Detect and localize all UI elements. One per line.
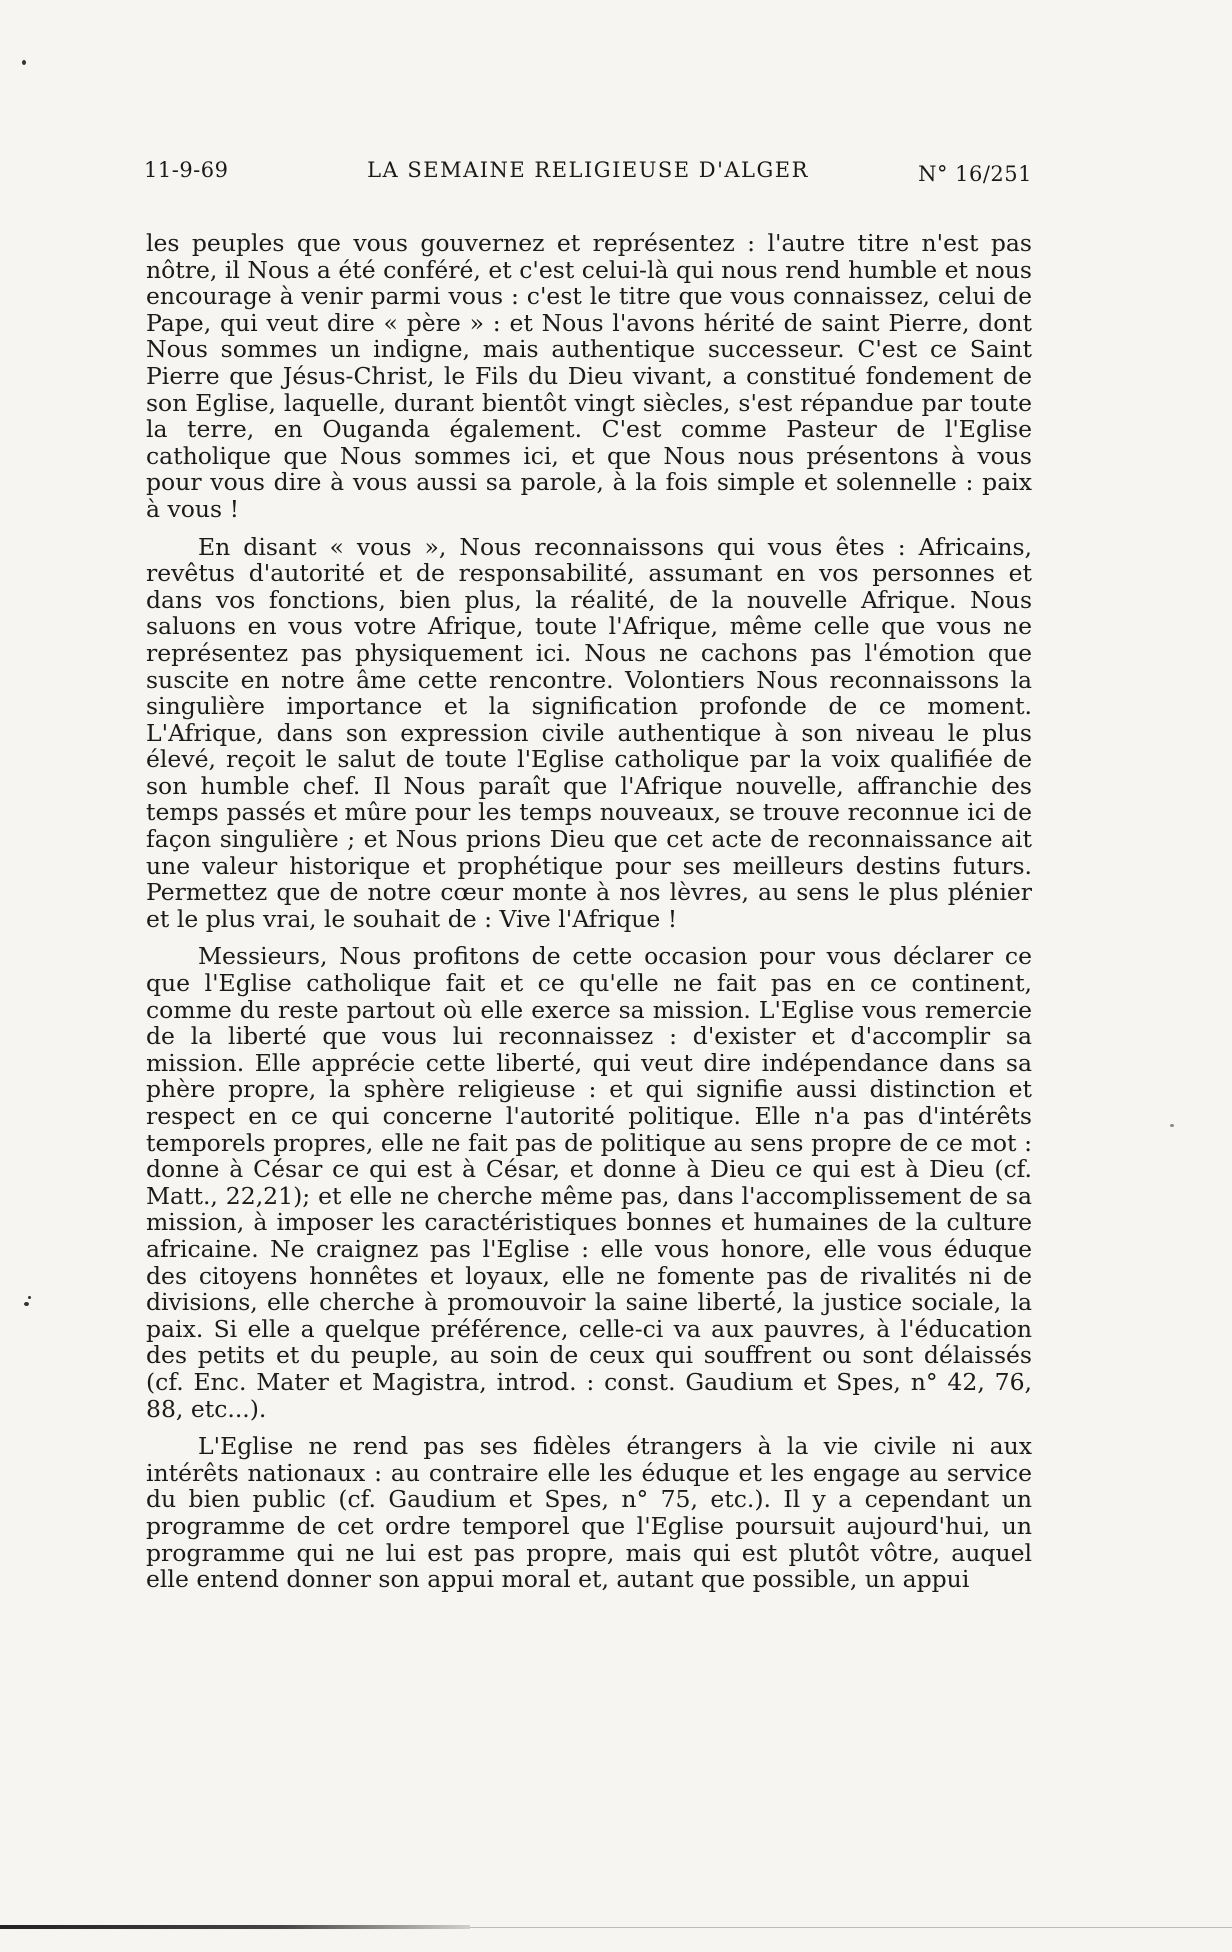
article-body [146, 230, 1032, 1593]
running-header [144, 152, 1032, 188]
speck-left-margin-2 [28, 1296, 31, 1299]
paragraph-4: L'Eglise ne rend pas ses fidèles étrangers à la vie civile ni aux intérêts nationaux : au contraire elle les éduque et les engage au service du bien public (cf. Gaudium et Spes, n° 75, etc.). Il y a cependant un programme de cet ordre temporel que l'Eglise poursuit aujourd'hui, un programme qui ne lui est pas propre, mais qui est plutôt vôtre, auquel elle entend donner son appui moral et, autant que possible, un appui [146, 1432, 1032, 1594]
speck-top-left [22, 60, 26, 65]
paragraph-2: En disant « vous », Nous reconnaissons qui vous êtes : Africains, revêtus d'autorité et de responsabilité, assumant en vos personnes et dans vos fonctions, bien plus, la réalité, de la nouvelle Afrique. Nous saluons en vous votre Afrique, toute l'Afrique, même celle que vous ne représentez pas physiquement ici. Nous ne cachons pas l'émotion que suscite en notre âme cette rencontre. Volontiers Nous reconnaissons la singulière importance et la signification profonde de ce moment. L'Afrique, dans son expression civile authentique à son niveau le plus élevé, reçoit le salut de toute l'Eglise catholique par la voix qualifiée de son humble chef. Il Nous paraît que l'Afrique nouvelle, affranchie des temps passés et mûre pour les temps nouveaux, se trouve reconnue ici de façon singulière ; et Nous prions Dieu que cet acte de reconnaissance ait une valeur historique et prophétique pour ses meilleurs destins futurs. Permettez que de notre cœur monte à nos lèvres, au sens le plus plénier et le plus vrai, le souhait de : Vive l'Afrique ! [146, 532, 1032, 933]
header-page-number: N° 16/251 [918, 162, 1032, 186]
paragraph-1: les peuples que vous gouvernez et représentez : l'autre titre n'est pas nôtre, il Nous a été conféré, et c'est celui-là qui nous rend humble et nous encourage à venir parmi vous : c'est le titre que vous connaissez, celui de Pape, qui veut dire « père » : et Nous l'avons hérité de saint Pierre, dont Nous sommes un indigne, mais authentique successeur. C'est ce Saint Pierre que Jésus-Christ, le Fils du Dieu vivant, a constitué fondement de son Eglise, laquelle, durant bientôt vingt siècles, s'est répandue par toute la terre, en Ouganda également. C'est comme Pasteur de l'Eglise catholique que Nous sommes ici, et que Nous nous présentons à vous pour vous dire à vous aussi sa parole, à la fois simple et solennelle : paix à vous ! [146, 229, 1032, 523]
bottom-edge-rule [0, 1925, 470, 1929]
speck-right-margin [1170, 1124, 1174, 1127]
speck-left-margin [24, 1302, 29, 1306]
header-title: LA SEMAINE RELIGIEUSE D'ALGER [367, 158, 809, 182]
header-date: 11-9-69 [144, 158, 229, 182]
bottom-edge-rule-thin [470, 1927, 1232, 1928]
paragraph-3: Messieurs, Nous profitons de cette occasion pour vous déclarer ce que l'Eglise catholique fait et ce qu'elle ne fait pas en ce continent, comme du reste partout où elle exerce sa mission. L'Eglise vous remercie de la liberté que vous lui reconnaissez : d'exister et d'accomplir sa mission. Elle apprécie cette liberté, qui veut dire indépendance dans sa phère propre, la sphère religieuse : et qui signifie aussi distinction et respect en ce qui concerne l'autorité politique. Elle n'a pas d'intérêts temporels propres, elle ne fait pas de politique au sens propre de ce mot : donne à César ce qui est à César, et donne à Dieu ce qui est à Dieu (cf. Matt., 22,21); et elle ne cherche même pas, dans l'accomplissement de sa mission, à imposer les caractéristiques bonnes et humaines de la culture africaine. Ne craignez pas l'Eglise : elle vous honore, elle vous éduque des citoyens honnêtes et loyaux, elle ne fomente pas de rivalités ni de divisions, elle cherche à promouvoir la saine liberté, la justice sociale, la paix. Si elle a quelque préférence, celle-ci va aux pauvres, à l'éducation des petits et du peuple, au soin de ceux qui souffrent ou sont délaissés (cf. Enc. Mater et Magistra, introd. : const. Gaudium et Spes, n° 42, 76, 88, etc...). [146, 942, 1032, 1423]
